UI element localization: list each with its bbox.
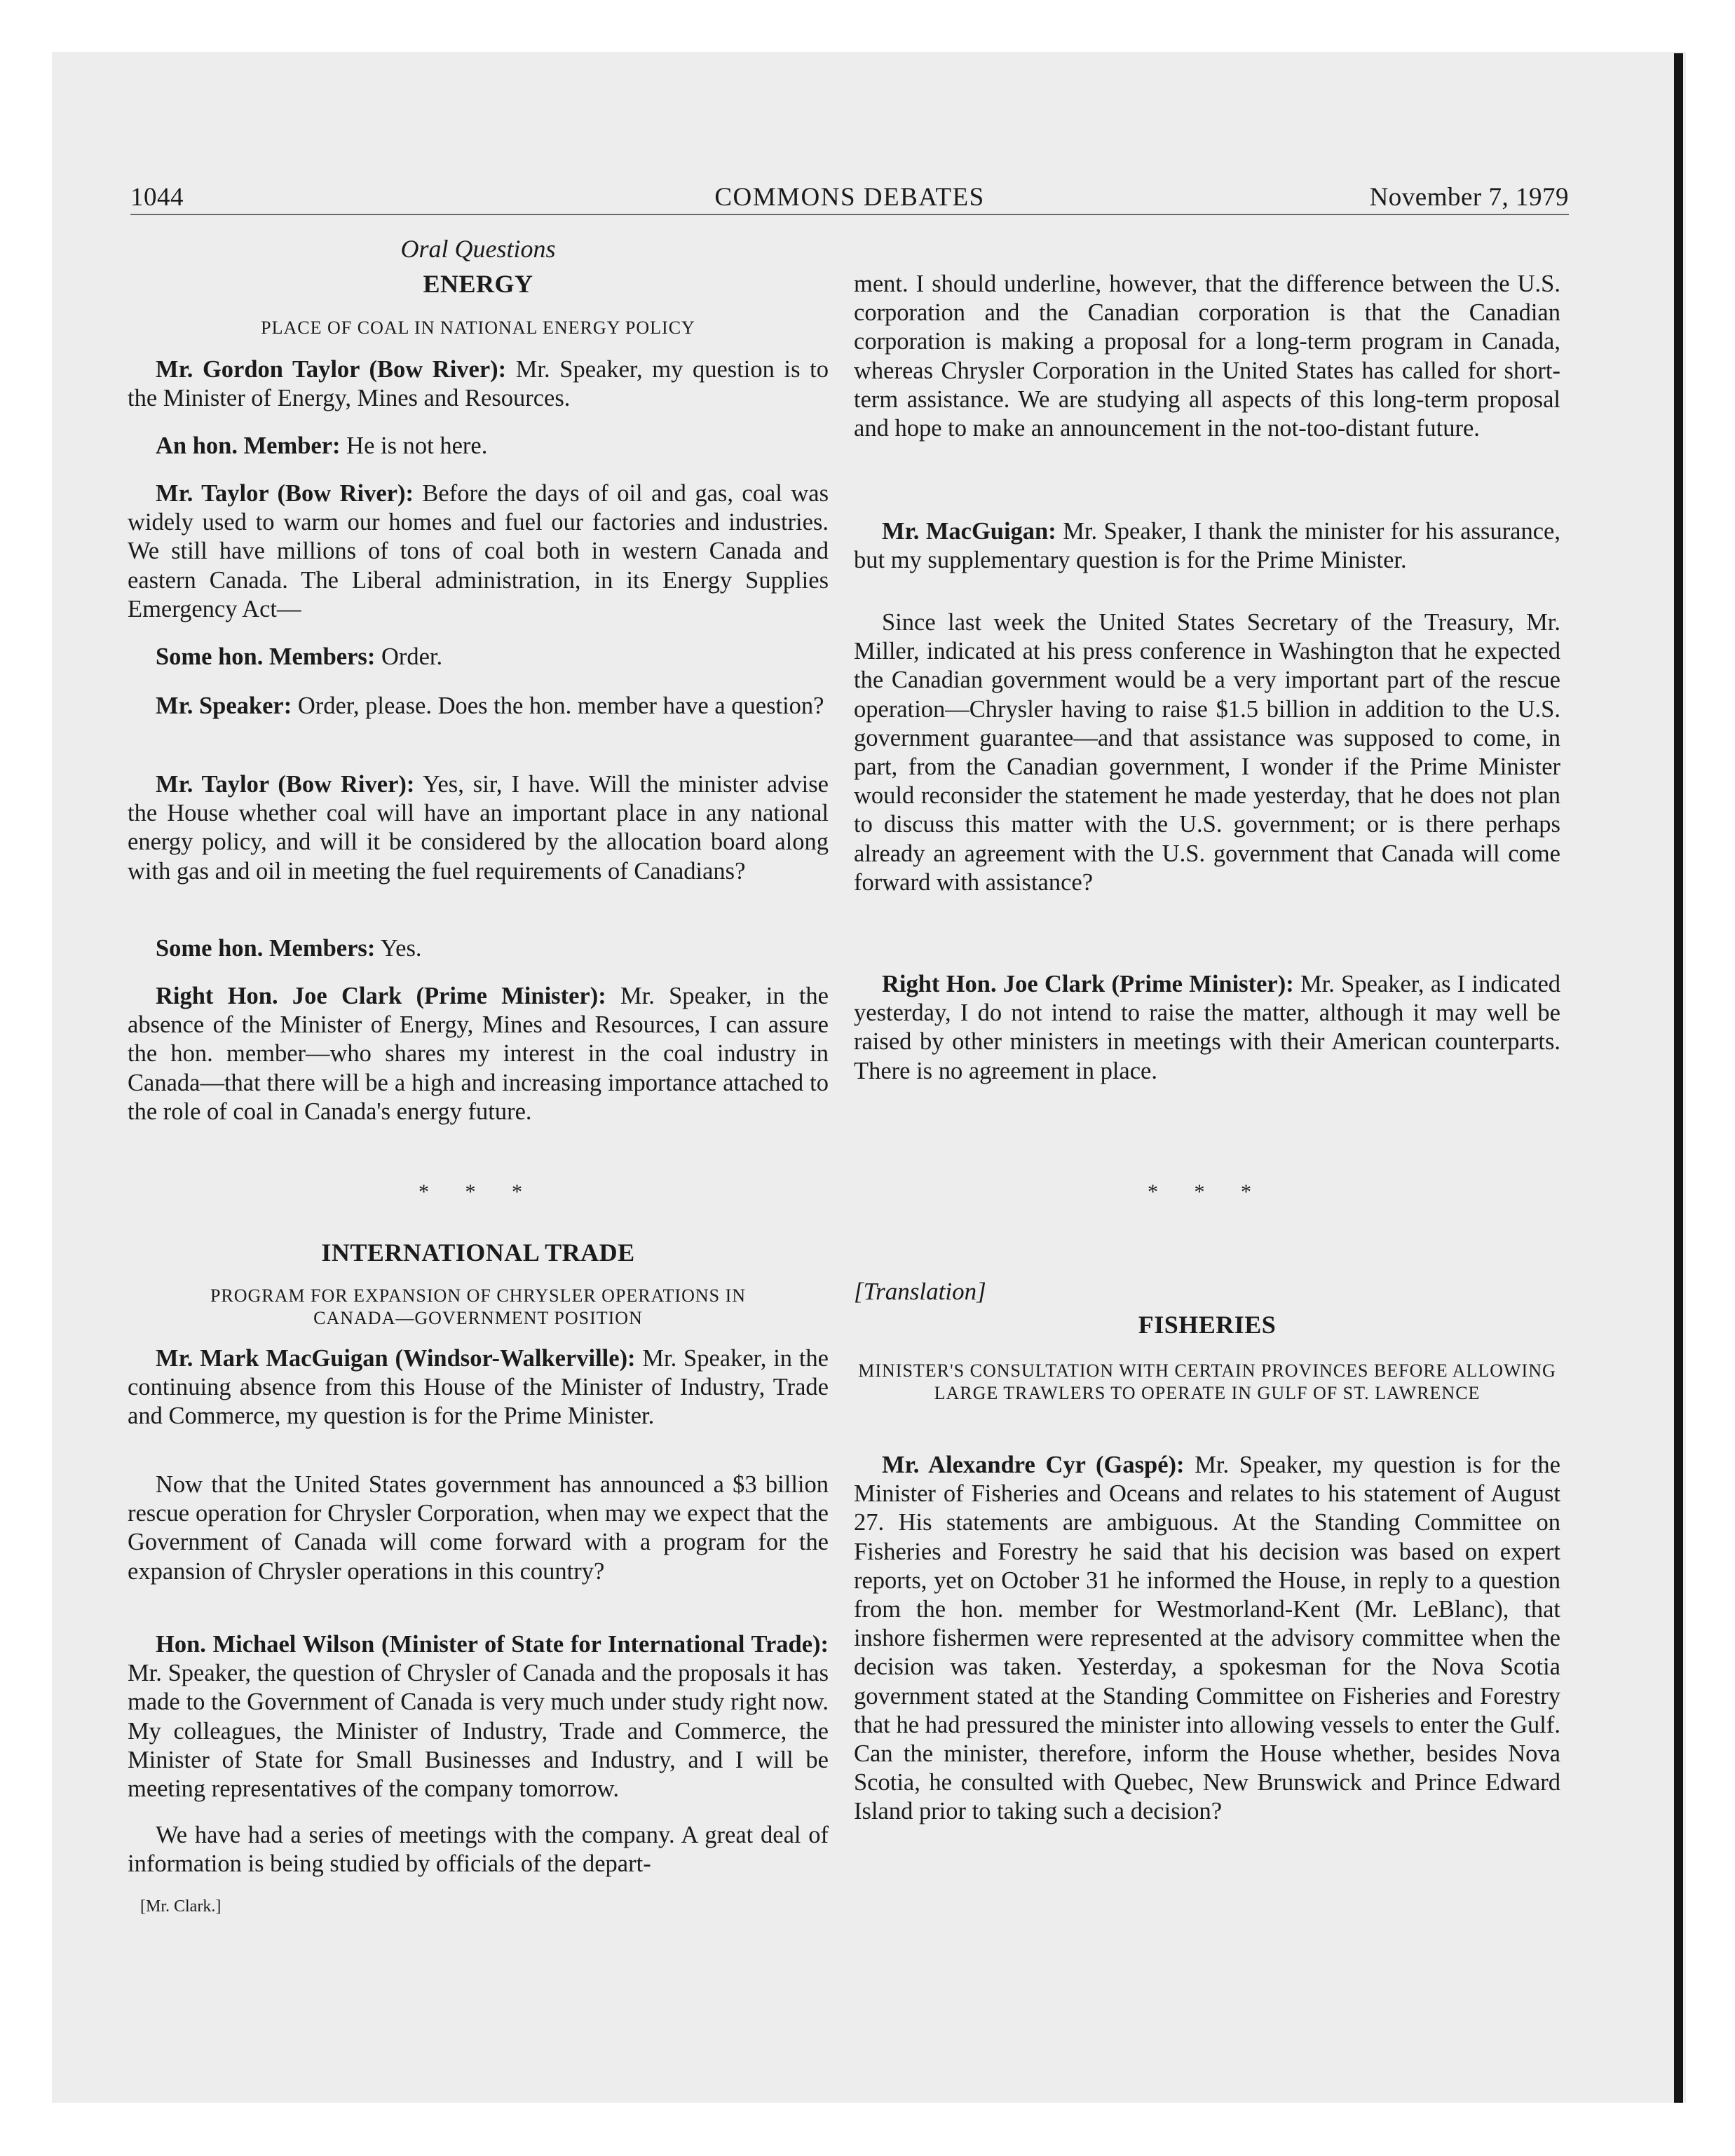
energy-heading: ENERGY	[423, 270, 533, 298]
energy-para-5: Mr. Speaker: Order, please. Does the hon. member have a question?	[156, 692, 824, 719]
trade-para-4: We have had a series of meetings with the company. A great deal of information is being studied by officials of the depart-	[128, 1822, 829, 1878]
speaker: Mr. Taylor (Bow River):	[156, 480, 414, 507]
footnote: [Mr. Clark.]	[140, 1897, 222, 1916]
trade-heading: INTERNATIONAL TRADE	[321, 1239, 635, 1267]
speaker: Right Hon. Joe Clark (Prime Minister):	[882, 971, 1294, 997]
speaker: Some hon. Members:	[156, 935, 376, 962]
section-label: Oral Questions	[400, 235, 556, 263]
since-para: Since last week the United States Secretary of the Treasury, Mr. Miller, indicated at his press conference in Washington that he expected the Canadian government would be a very important part of the rescue operation—Chrysler having to raise $1.5 billion in addition to the U.S. government guarantee—and that assistance was supposed to come, in part, from the Canadian government, I wonder if the Prime Minister would reconsider the statement he made yesterday, that he does not plan to discuss this matter with the U.S. government; or is there perhaps already an agreement with the U.S. government that Canada will come forward with assistance?	[854, 609, 1560, 896]
speaker: Mr. Speaker:	[156, 692, 292, 719]
speaker: Mr. Gordon Taylor (Bow River):	[156, 356, 507, 383]
trade-para-2: Now that the United States government has announced a $3 billion rescue operation for Chrysler Corporation, when may we expect that the Government of Canada will come forward with a program for the expansion of Chrysler operations in this country?	[128, 1471, 829, 1585]
fisheries-heading: FISHERIES	[1138, 1311, 1277, 1339]
speaker: Some hon. Members:	[156, 643, 376, 670]
energy-para-4: Some hon. Members: Order.	[156, 643, 443, 670]
section-separator: * * *	[1148, 1180, 1267, 1203]
fisheries-subheading: MINISTER'S CONSULTATION WITH CERTAIN PROVINCES BEFORE ALLOWING LARGE TRAWLERS TO OPERATE IN GULF OF ST. LAWRENCE	[858, 1360, 1556, 1403]
energy-para-6: Mr. Taylor (Bow River): Yes, sir, I have. Will the minister advise the House whether coal will have an important place in any national energy policy, and will it be considered by the allocation board along with gas and oil in meeting the fuel requirements of Canadians?	[128, 771, 829, 885]
trade-subheading: PROGRAM FOR EXPANSION OF CHRYSLER OPERATIONS IN CANADA—GOVERNMENT POSITION	[210, 1285, 747, 1328]
scan-edge-shadow	[1674, 53, 1683, 2103]
speaker: Right Hon. Joe Clark (Prime Minister):	[156, 983, 606, 1009]
clark-para: Right Hon. Joe Clark (Prime Minister): Mr. Speaker, as I indicated yesterday, I do not intend to raise the matter, although it may well be raised by other ministers in meetings with their American counterparts. There is no agreement in place.	[854, 971, 1561, 1084]
speaker: Mr. MacGuigan:	[882, 518, 1056, 545]
energy-subheading: PLACE OF COAL IN NATIONAL ENERGY POLICY	[261, 318, 695, 338]
page-number: 1044	[130, 183, 184, 212]
trade-para-1: Mr. Mark MacGuigan (Windsor-Walkerville): Mr. Speaker, in the continuing absence from this House of the Minister of Industry, Trade and Commerce, my question is for the Prime Minister.	[128, 1345, 829, 1430]
trade-para-3: Hon. Michael Wilson (Minister of State for International Trade): Mr. Speaker, the question of Chrysler of Canada and the proposals it has made to the Government of Canada is very much under study right now. My colleagues, the Minister of Industry, Trade and Commerce, the Minister of State for Small Businesses and Industry, and I will be meeting representatives of the company tomorrow.	[128, 1631, 829, 1803]
speaker: Mr. Taylor (Bow River):	[156, 771, 415, 798]
speaker: An hon. Member:	[156, 432, 341, 459]
energy-para-2: An hon. Member: He is not here.	[156, 432, 488, 459]
energy-para-7: Some hon. Members: Yes.	[156, 935, 422, 962]
energy-para-1: Mr. Gordon Taylor (Bow River): Mr. Speaker, my question is to the Minister of Energy, Mines and Resources.	[128, 356, 829, 412]
header-rule	[130, 214, 1569, 215]
speaker: Mr. Alexandre Cyr (Gaspé):	[882, 1452, 1185, 1478]
energy-para-8: Right Hon. Joe Clark (Prime Minister): Mr. Speaker, in the absence of the Minister of Energy, Mines and Resources, I can assure the hon. member—who shares my interest in the coal industry in Canada—that there will be a high and increasing importance attached to the role of coal in Canada's energy future.	[128, 983, 829, 1125]
speaker: Mr. Mark MacGuigan (Windsor-Walkerville):	[156, 1345, 636, 1372]
section-separator: * * *	[419, 1180, 538, 1203]
fisheries-para: Mr. Alexandre Cyr (Gaspé): Mr. Speaker, my question is for the Minister of Fisheries and Oceans and relates to his statement of August 27. His statements are ambiguous. At the Standing Committee on Fisheries and Forestry he said that his decision was based on expert reports, yet on October 31 he informed the House, in reply to a question from the hon. member for Westmorland-Kent (Mr. LeBlanc), that inshore fishermen were represented at the advisory committee when the decision was taken. Yesterday, a spokesman for the Nova Scotia government stated at the Standing Committee on Fisheries and Forestry that he had pressured the minister into allowing vessels to enter the Gulf. Can the minister, therefore, inform the House whether, besides Nova Scotia, he consulted with Quebec, New Brunswick and Prince Edward Island prior to taking such a decision?	[854, 1452, 1560, 1825]
macguigan-para: Mr. MacGuigan: Mr. Speaker, I thank the minister for his assurance, but my supplementary question is for the Prime Minister.	[854, 518, 1560, 574]
energy-para-3: Mr. Taylor (Bow River): Before the days of oil and gas, coal was widely used to warm our homes and fuel our factories and industries. We still have millions of tons of coal both in western Canada and eastern Canada. The Liberal administration, in its Energy Supplies Emergency Act—	[128, 480, 829, 622]
speaker: Hon. Michael Wilson (Minister of State for International Trade):	[156, 1631, 829, 1658]
continuation-para: ment. I should underline, however, that the difference between the U.S. corporation and the Canadian corporation is that the Canadian corporation is making a proposal for a long-term program in Canada, whereas Chrysler Corporation in the United States has called for short-term assistance. We are studying all aspects of this long-term proposal and hope to make an announcement in the not-too-distant future.	[854, 271, 1560, 442]
publication-date: November 7, 1979	[1369, 183, 1569, 212]
translation-note: [Translation]	[854, 1278, 986, 1305]
publication-title: COMMONS DEBATES	[714, 183, 985, 212]
